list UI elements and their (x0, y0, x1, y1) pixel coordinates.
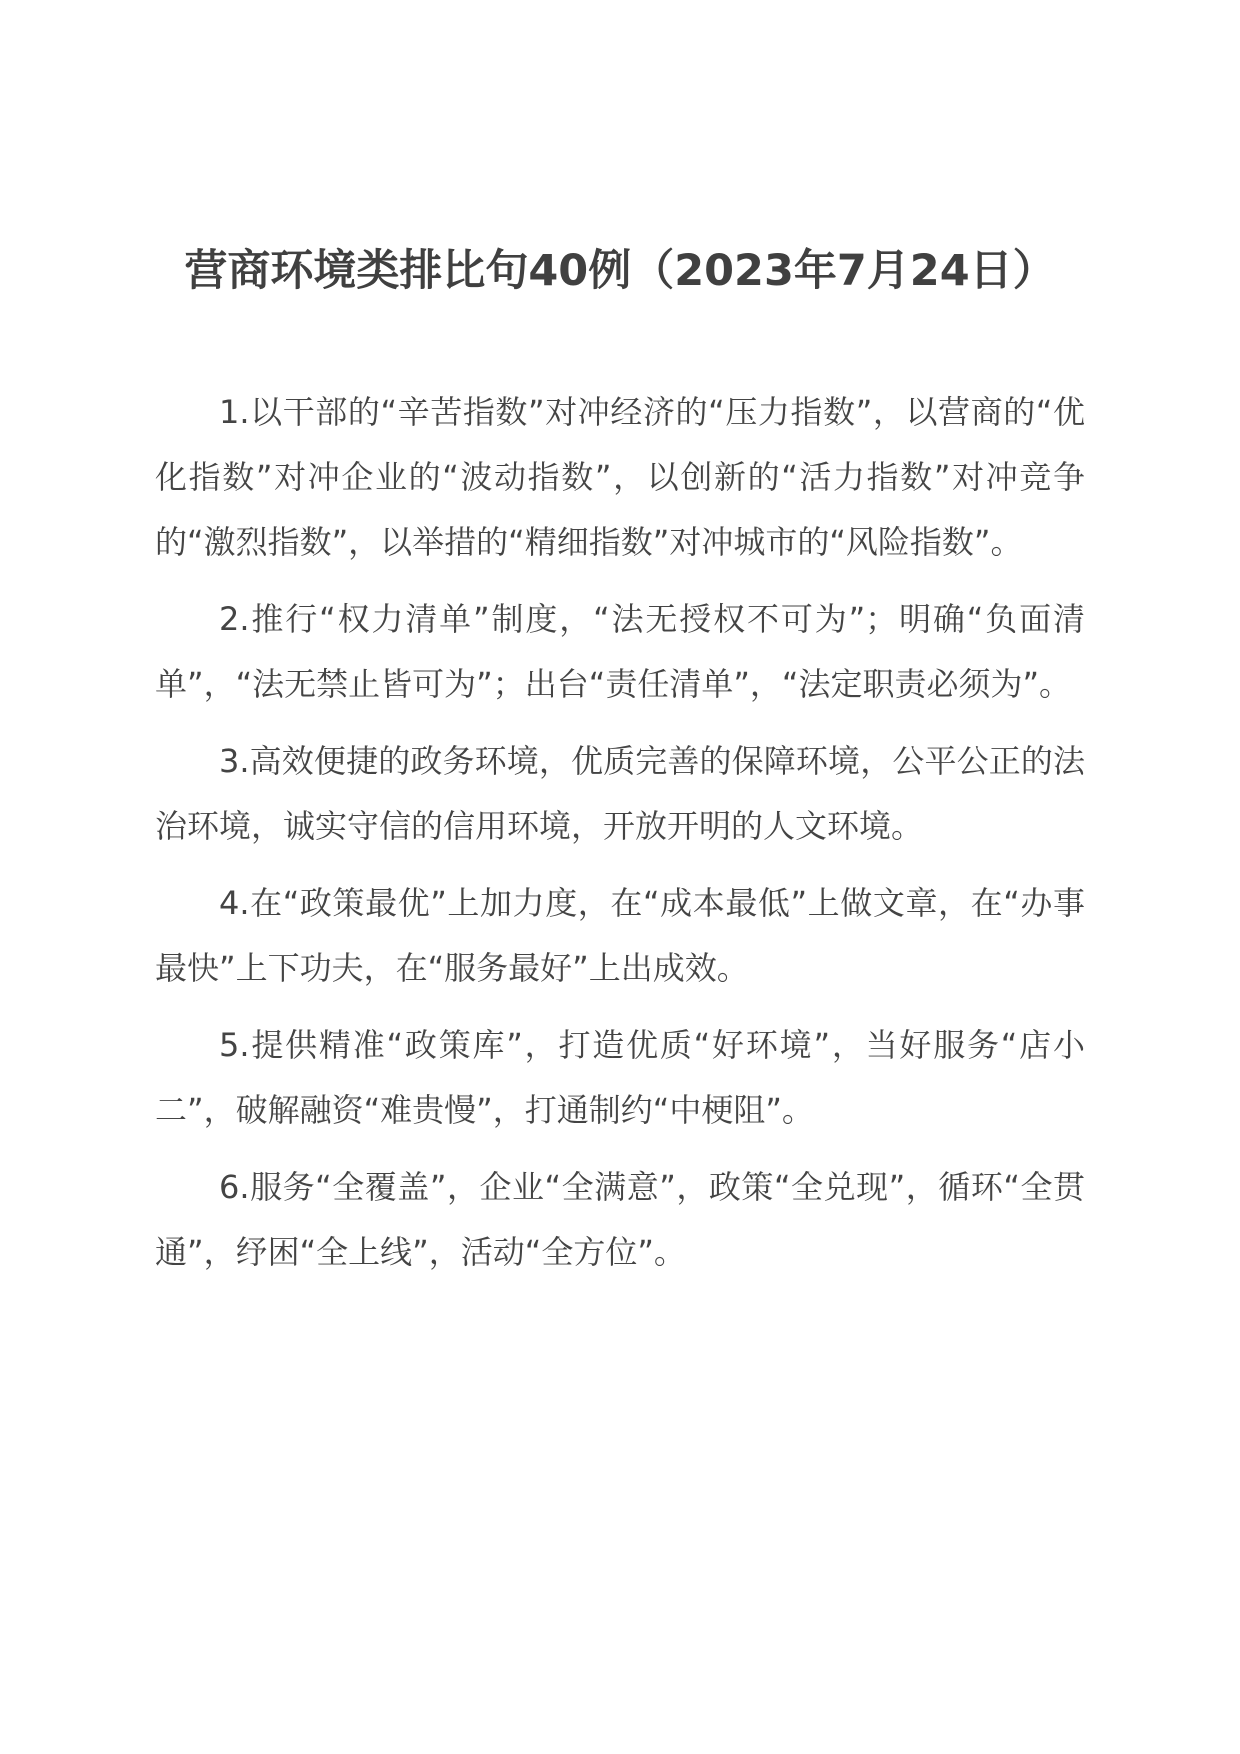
paragraph-5: 5.提供精准“政策库”，打造优质“好环境”，当好服务“店小二”，破解融资“难贵慢”，打通制约“中梗阻”。 (155, 1026, 1085, 1129)
paragraph-2: 2.推行“权力清单”制度，“法无授权不可为”；明确“负面清单”，“法无禁止皆可为”；出台“责任清单”，“法定职责必须为”。 (155, 600, 1085, 703)
paragraph-6: 6.服务“全覆盖”，企业“全满意”，政策“全兑现”，循环“全贯通”，纾困“全上线”，活动“全方位”。 (155, 1168, 1085, 1271)
paragraph-4: 4.在“政策最优”上加力度，在“成本最低”上做文章，在“办事最快”上下功夫，在“服务最好”上出成效。 (155, 884, 1085, 987)
document-body (155, 380, 1085, 1297)
paragraph-1: 1.以干部的“辛苦指数”对冲经济的“压力指数”，以营商的“优化指数”对冲企业的“波动指数”，以创新的“活力指数”对冲竞争的“激烈指数”，以举措的“精细指数”对冲城市的“风险指数”。 (155, 393, 1085, 561)
document-title: 营商环境类排比句40例（2023年7月24日） (184, 246, 1056, 296)
paragraph-3: 3.高效便捷的政务环境，优质完善的保障环境，公平公正的法治环境，诚实守信的信用环境，开放开明的人文环境。 (155, 742, 1085, 845)
